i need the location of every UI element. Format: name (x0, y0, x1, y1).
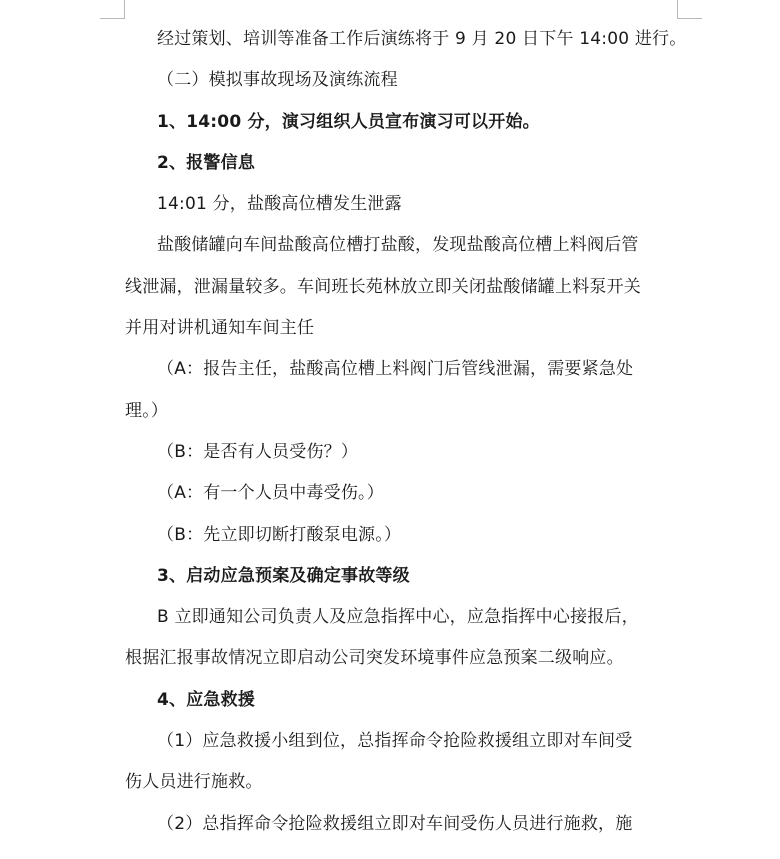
text-line: （A：报告主任，盐酸高位槽上料阀门后管线泄漏，需要紧急处 (157, 359, 634, 380)
text-line: 盐酸储罐向车间盐酸高位槽打盐酸，发现盐酸高位槽上料阀后管 (157, 235, 639, 256)
section-heading-line: 4、应急救援 (157, 689, 256, 710)
text-line: （2）总指挥命令抢险救援组立即对车间受伤人员进行施救，施 (157, 813, 633, 834)
section-heading-line: 1、14:00 分，演习组织人员宣布演习可以开始。 (157, 111, 540, 132)
text-line: （B：先立即切断打酸泵电源。） (157, 524, 402, 545)
text-line: 14:01 分，盐酸高位槽发生泄露 (157, 194, 402, 215)
text-line: B 立即通知公司负责人及应急指挥中心，应急指挥中心接报后， (157, 607, 639, 628)
text-line: 并用对讲机通知车间主任 (125, 318, 315, 339)
text-line: 线泄漏，泄漏量较多。车间班长苑林放立即关闭盐酸储罐上料泵开关 (125, 276, 641, 297)
document-body (125, 19, 687, 845)
text-line: （二）模拟事故现场及演练流程 (157, 70, 398, 91)
margin-corner-mark-left (100, 0, 125, 19)
margin-corner-mark-right (677, 0, 702, 19)
text-line: （A：有一个人员中毒受伤。） (157, 483, 384, 504)
text-line: 伤人员进行施救。 (125, 772, 263, 793)
text-line: （1）应急救援小组到位，总指挥命令抢险救援组立即对车间受 (157, 731, 633, 752)
section-heading-line: 3、启动应急预案及确定事故等级 (157, 565, 410, 586)
text-line: 根据汇报事故情况立即启动公司突发环境事件应急预案二级响应。 (125, 648, 624, 669)
text-line: （B：是否有人员受伤？） (157, 441, 359, 462)
text-line: 理。） (125, 400, 169, 421)
text-line: 经过策划、培训等准备工作后演练将于 9 月 20 日下午 14:00 进行。 (157, 29, 687, 49)
section-heading-line: 2、报警信息 (157, 152, 256, 173)
